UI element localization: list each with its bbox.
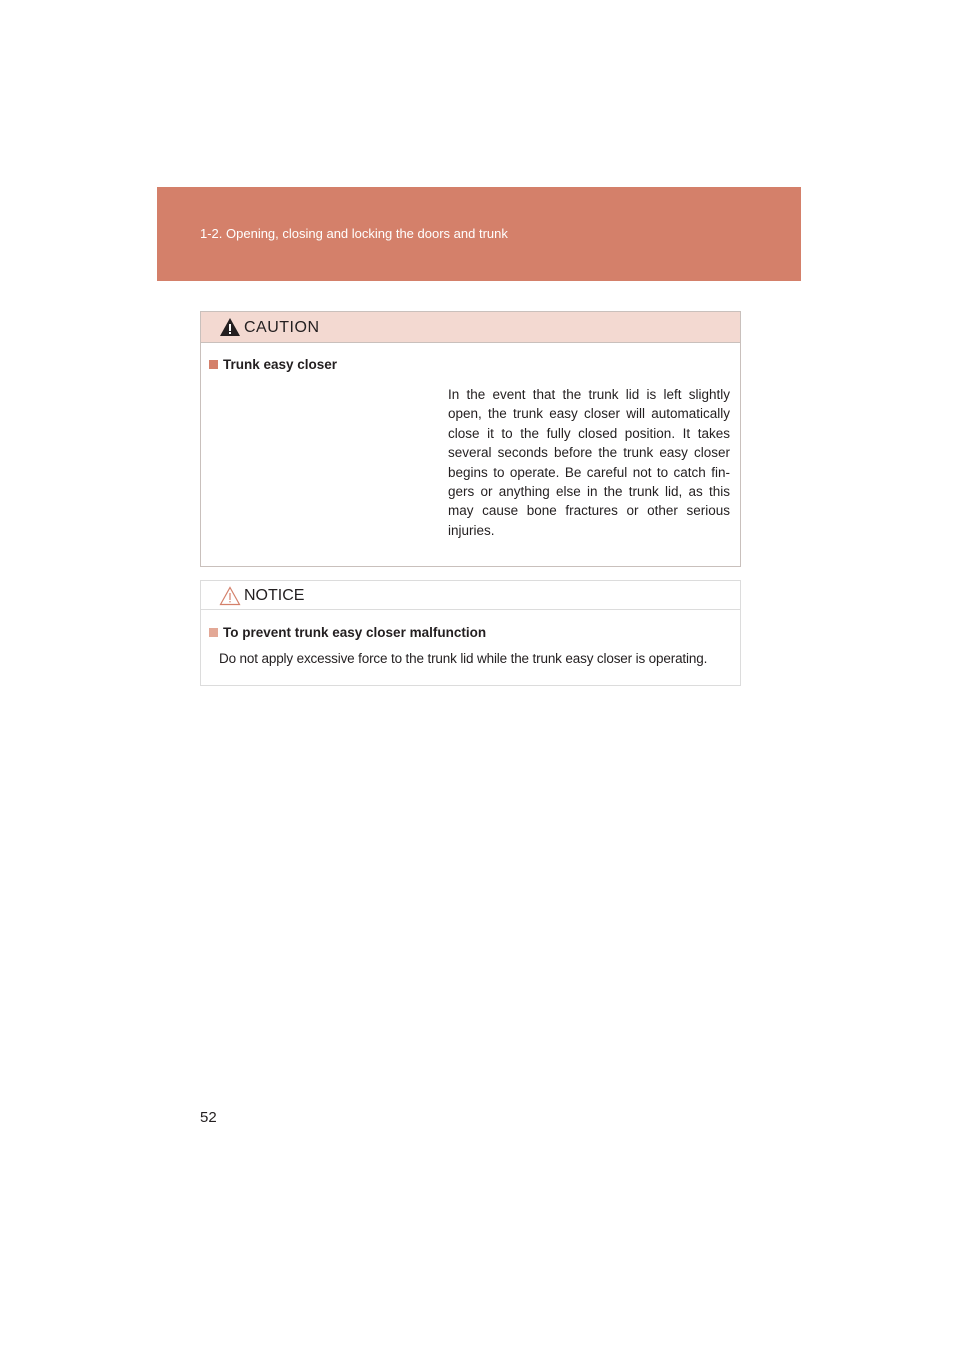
notice-body: Do not apply excessive force to the trunk lid while the trunk easy closer is operating. [219,651,708,666]
notice-heading-text: To prevent trunk easy closer malfunction [223,625,487,640]
warning-icon [219,317,241,337]
section-header-band [157,187,801,281]
page-number: 52 [200,1109,217,1126]
bullet-square-icon [209,360,218,369]
caution-box [200,311,741,567]
notice-box [200,580,741,686]
warning-icon [219,586,241,606]
caution-heading [209,357,337,372]
section-title: 1-2. Opening, closing and locking the doors and trunk [200,226,508,241]
caution-body: In the event that the trunk lid is left slightly open, the trunk easy closer will automatically close it to the fully closed position. It takes several seconds before the trunk easy closer begins to operate. Be careful not to catch fin-gers or anything else in the trunk lid, as this may cause bone fractures or other serious injuries. [448,387,730,538]
caution-header [201,312,740,343]
caution-heading-text: Trunk easy closer [223,357,338,372]
bullet-square-icon [209,628,218,637]
caution-label: CAUTION [244,319,320,336]
notice-label: NOTICE [244,587,305,604]
notice-heading [209,625,486,640]
notice-header [201,581,740,610]
